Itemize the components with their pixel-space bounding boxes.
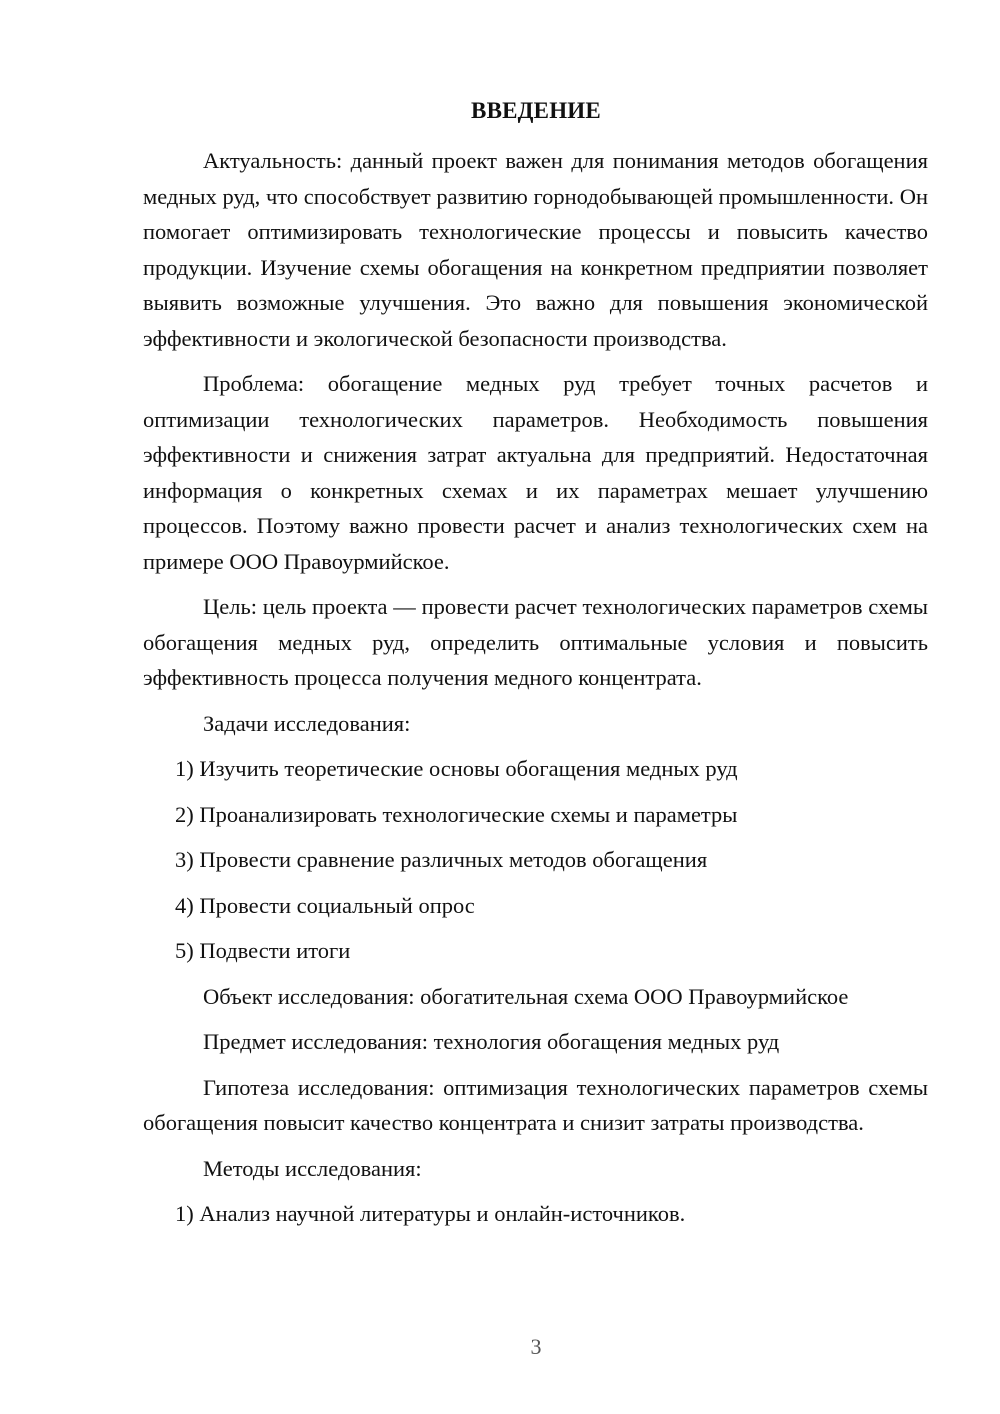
paragraph-problem: Проблема: обогащение медных руд требует точных расчетов и оптимизации технологических параметров. Необходимость повышения эффективности и снижения затрат актуальна для предприятий. Недостаточная информация о конкретных схемах и их параметрах мешает улучшению процессов. Поэтому важно провести расчет и анализ технологических схем на примере ООО Правоурмийское. xyxy=(143,371,928,574)
page-title: ВВЕДЕНИЕ xyxy=(471,98,601,123)
paragraph-hypothesis: Гипотеза исследования: оптимизация технологических параметров схемы обогащения повысит качество концентрата и снизит затраты производства. xyxy=(143,1074,928,1135)
paragraph-relevance: Актуальность: данный проект важен для понимания методов обогащения медных руд, что способствует развитию горнодобывающей промышленности. Он помогает оптимизировать технологические процессы и повысить качество продукции. Изучение схемы обогащения на конкретном предприятии позволяет выявить возможные улучшения. Это важно для повышения экономической эффективности и экологической безопасности производства. xyxy=(143,148,928,351)
task-item: 3) Провести сравнение различных методов обогащения xyxy=(175,847,708,872)
research-object: Объект исследования: обогатительная схема ООО Правоурмийское xyxy=(203,983,849,1009)
research-subject: Предмет исследования: технология обогащения медных руд xyxy=(203,1029,780,1054)
tasks-heading: Задачи исследования: xyxy=(203,710,411,736)
paragraph-goal: Цель: цель проекта — провести расчет технологических параметров схемы обогащения медных руд, определить оптимальные условия и повысить эффективность процесса получения медного концентрата. xyxy=(143,594,928,690)
method-item: 1) Анализ научной литературы и онлайн-источников. xyxy=(175,1201,686,1226)
methods-heading: Методы исследования: xyxy=(203,1155,422,1181)
task-item: 4) Провести социальный опрос xyxy=(175,892,475,918)
task-item: 1) Изучить теоретические основы обогащения медных руд xyxy=(175,756,738,781)
document-body xyxy=(143,143,928,1232)
page-number: 3 xyxy=(530,1334,542,1359)
task-item: 5) Подвести итоги xyxy=(175,938,351,963)
task-item: 2) Проанализировать технологические схемы и параметры xyxy=(175,801,738,827)
